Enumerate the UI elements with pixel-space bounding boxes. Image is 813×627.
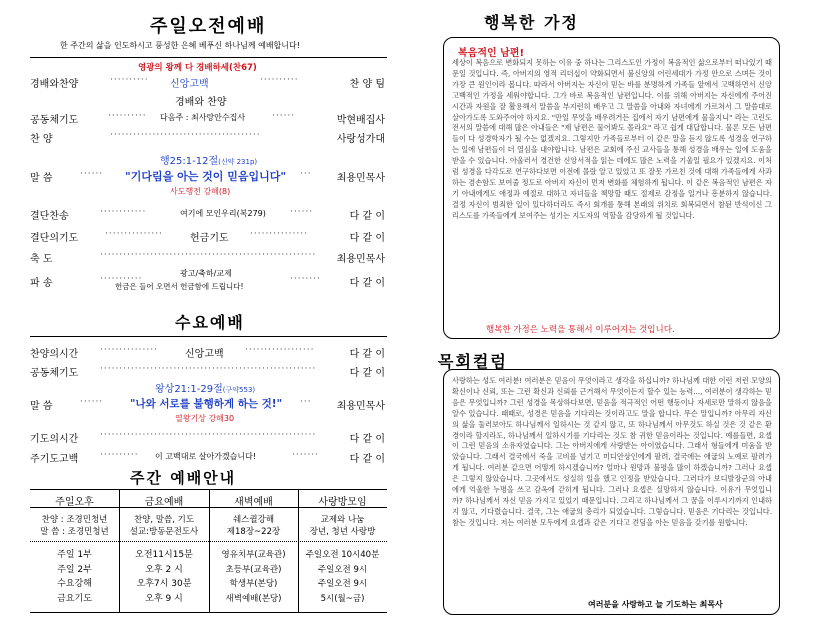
- happy-family-footer: 행복한 가정은 노력을 통해서 이루어지는 것입니다.: [486, 325, 675, 335]
- order-row-benediction: 축 도 ························································ 최용민목사: [30, 250, 385, 265]
- order-row-sending: 파 송 ··········· 광고/축하/교제 ········ 다 같 이: [30, 269, 385, 289]
- sermon1-note: 사도행전 강해(8): [170, 187, 231, 196]
- schedule-services: 주일 1부 주일 2부 수요강해 금요기도: [57, 550, 92, 604]
- col-info-dawn: 쉐스퀼강해 제18장~22장: [226, 515, 281, 537]
- col-head-friday: 금요예배: [144, 497, 184, 508]
- sermon2-ref: 왕상21:1-29절(구약553): [155, 384, 256, 395]
- weekly-title: 주간 예배안내: [130, 469, 237, 487]
- schedule-departments: 영유치부(교육관) 초등부(교육관) 학생부(본당) 새벽예배(본당): [221, 550, 286, 604]
- col-info-friday: 찬양, 말씀, 기도 설교:방동문전도사: [129, 515, 199, 537]
- col-head-dawn: 새벽예배: [234, 497, 273, 508]
- order-row-sermon1: 말 씀 ······ "기다림을 아는 것이 믿음입니다" ··· 최용민목사: [30, 169, 385, 184]
- wed-row-prayer: 공동체기도 ························································ 다 같 이: [30, 364, 385, 379]
- order-row-choir: 찬 양 ······································· 사랑성가대: [30, 130, 385, 145]
- divider: [30, 336, 387, 337]
- col-info-sunday-pm: 찬양 : 조경민청년 말 씀 : 조경민청년: [40, 515, 109, 537]
- schedule-times: 오전11시15분 오후 2 시 오후7시 30분 오후 9 시: [135, 550, 193, 604]
- order-row-worship: 경배와찬양 ·········· 신앙고백 ·········· 찬 양 팀: [30, 75, 385, 90]
- schedule-dept-times: 주일오전 10시40분 주일오전 9시 주일오전 9시 5시(월~금): [305, 550, 380, 604]
- col-head-group: 사랑방모임: [318, 497, 367, 508]
- offering-note: 헌금은 들어 오면서 헌금함에 드립니다!: [115, 282, 244, 291]
- col-head-sunday-pm: 주일오후: [55, 497, 94, 508]
- wed-row-sermon: 말 씀 ······ "나와 서로를 불행하게 하는 것!" ··· 최용민목사: [30, 397, 385, 412]
- wed-row-lords-prayer: 주기도고백 ·········· 이 고백대로 살아가겠습니다! ······· 다 같 이: [30, 450, 385, 465]
- order-row-hymn: 결단찬송 ············ 여기에 모인우리(복279) ······ 다 같 이: [30, 207, 385, 222]
- opening-hymn: 영광의 왕께 다 경배하세(찬67): [138, 63, 257, 73]
- sermon1-ref: 행25:1-12절(신약 231p): [160, 156, 258, 167]
- col-info-group: 교제와 나눔 장년, 청년 사랑방: [309, 515, 376, 537]
- service-subtitle: 한 주간의 삶을 인도하시고 풍성한 은혜 베푸신 하나님께 예배합니다!: [60, 41, 300, 50]
- morning-service-title: 주일오전예배: [150, 16, 267, 37]
- pastor-signature: 여러분을 사랑하고 늘 기도하는 최목사: [588, 600, 723, 609]
- order-row-prayer: 공동체기도 ·········· 다음주 : 최사랑안수집사 ······ 박현배집사: [30, 111, 385, 126]
- wed-row-praise: 찬양의시간 ··············· 신앙고백 ·················· 다 같 이: [30, 345, 385, 360]
- wed-row-prayer-time: 기도의시간 ························································ 다 같 이: [30, 430, 385, 445]
- divider: [30, 57, 387, 58]
- order-row-offering: 결단의기도 ··············· 헌금기도 ··············· 다 같 이: [30, 229, 385, 244]
- pastor-column-title: 목회컬럼: [438, 352, 508, 371]
- happy-family-text: 세상이 복음으로 변화되지 못하는 이유 중 하나는 그리스도인 가정이 복음적인 삶으로부터 떠나있기 때문일 것입니다. 즉, 아버지의 영적 리더십이 약화되면서 불신앙의 어린세대가 가정 안으로 스며든 것이 가장 큰 원인이라 봅니다. 따라서 아버지는 자신이 믿는 바를 분명하게 가족들 앞에서 고백하면서 신앙 고백적인 가정을 세워야합니다. 그가 바로 복음적인 남편입니다. 이를 위해 아버지는 자신에게 주어진 시간과 자원을 잘 활용해서 말씀을 부지런히 배우고 그 말씀을 아내와 자녀에게 가르쳐서 그 말씀대로 살아가도록 도와주어야 하지요. "만일 무엇을 배우려거든 집에서 자기 남편에게 물을지니" 라는 고린도전서의 말씀에 대해 많은 아내들은 "제 남편은 물어봐도 몰라요" 라고 쉽게 대답합니다. 물론 모든 남편들이 다 성경학자가 될 수는 없겠지요. 그렇지만 가족들로부터 이 같은 말을 듣지 않도록 성경을 연구하는 일에 남편들이 더 열심을 내야합니다. 남편은 교회에 주신 교사들을 통해 성경을 배우는 일에 도움을 받을 수 있습니다. 아울러서 경건한 신앙서적을 읽는 데에도 많은 노력을 기울일 필요가 있겠지요. 이처럼 성경을 다각도로 연구하다보면 이전에 몰랐 알고 있었고 또 잘못 가르친 것에 대해 가족들에게 사과하는 겸손함도 보여줄 정도로 아버지 자신이 먼저 변화를 체험하게 됩니다. 이 같은 복음적인 남편은 자기 아내에게도 애정과 예절로 대하고 자녀들을 책망할 때도 절제로 감정을 일거나 흥분하지 않습니다. 결정 자신이 범죄한 일이 있다하더라도 즉시 회개를 통해 본래의 위치로 회복되면서 참된 반석이신 그리스도를 가족들에게 보여주는 성기는 지도자의 역할을 감당하게 될 것입니다.: [452, 58, 772, 220]
- order-row-worship-sub: 경배와 찬양: [175, 97, 227, 108]
- happy-family-title: 행복한 가정: [484, 13, 579, 32]
- gospel-husband-heading: 복음적인 남편!: [458, 48, 525, 59]
- sermon2-note: 열왕기상 강해30: [175, 414, 235, 423]
- wednesday-title: 수요예배: [175, 313, 245, 332]
- pastor-column-text: 사랑하는 성도 여러분! 여러분은 믿음이 무엇이라고 생각을 하십니까? 하나님께 대한 이런 저런 모양의 확신이나 신뢰, 또는 그런 확신과 신뢰를 근거해서 무엇이든지 할수 있는 능력..., 여러분이 생각하는 믿음은 무엇입니까? 그런 성경을 목상하다보면, 믿음을 적극적인 어떤 행동이나 자세로만 말하지 않음을 알수 있습니다. 때때로, 성경은 믿음을 기다리는 것이라고도 말을 합니다. 무슨 말입니까? 아무리 자신의 삶을 둘러보아도 하나님께서 일하시는 것 같지 않고, 또 하나님께서 아무것도 하실 것은 것 같은 환경이라 할지라도, 하나님께서 일하시기를 기다리는 것도 참 귀한 믿음이라는 것입니다. 예를들면, 요셉이 그런 믿음의 소유자였습니다. 그는 아버지에게 사랑받는 아이였습니다. 그래서 형들에게 미움을 받았습니다. 그래서 결국에서 죽을 고비를 넘기고 미디안상인에게 팔려, 결국에는 애굽의 노예로 팔려가게 됩니다. 여러분 같으면 어떻게 하시겠습니까? 얼마나 원망과 불평을 많이 하겠습니까? 그러나 요셉은 그렇지 않았습니다. 그곳에서도 성실히 일을 했고 인정을 받았습니다. 그러다가 보디발장군의 아내에게 억울한 누명을 쓰고 감옥에 갇히게 됩니다. 그러나 요셉은 실망하지 않습니다. 이유가 무엇입니까? 하나님께서 자신 믿음 가지고 있었기 때문입니다. 그리고 하나님께서 그 꿈을 이루시기까지 인내하지 않고, 기다렸습니다. 결국, 그는 애굽의 총리가 되었습니다. 그렇습니다. 믿음은 기다리는 것입니다. 참는 것입니다. 저는 여러분 모두에게 요셉과 같은 기다고 견딤을 아는 믿음을 갖기를 원합니다.: [452, 376, 772, 527]
